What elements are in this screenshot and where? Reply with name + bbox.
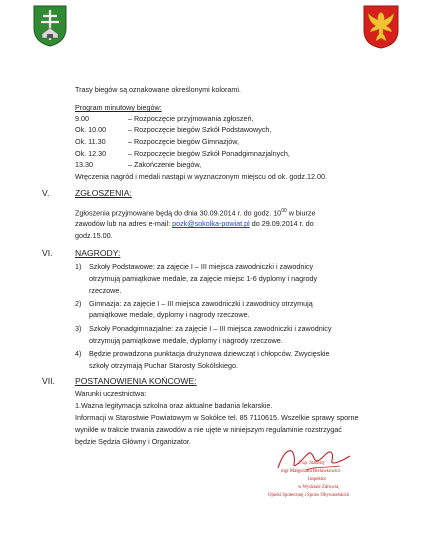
final-line-2: Informacji w Starostwie Powiatowym w Sokółce tel. 85 7110615. Wszelkie sprawy sporne (75, 413, 359, 422)
awards-line: Wręczenia nagród i medali nastąpi w wyznaczonym miejscu od ok. godz.12.00. (75, 172, 327, 181)
conditions-label: Warunki uczestnictwa: (75, 389, 147, 398)
final-line-3: wynikłe w trakcie trwania zawodów a nie ujęte w niniejszym regulaminie rozstrzygać (75, 425, 342, 434)
routes-line: Trasy biegów są oznakowane określonymi kolorami. (75, 85, 241, 94)
registration-line-3: godz.15.00. (75, 231, 113, 240)
section-number: V. (42, 188, 50, 198)
signature (270, 440, 360, 480)
section-title-zgloszenia: ZGŁOSZENIA: (75, 188, 132, 198)
registration-line-2: zawodów lub na adres e-mail: pozk@sokolka-powiat.pl do 29.09.2014 r. do (75, 219, 314, 228)
final-line-1: 1.Ważna legitymacja szkolna oraz aktualne badania lekarskie. (75, 401, 273, 410)
section-number: VII. (42, 376, 55, 386)
county-coat-of-arms-icon (32, 4, 68, 48)
eagle-coat-of-arms-icon (362, 4, 400, 50)
program-title: Program minutowy biegów: (75, 103, 162, 112)
section-title-postanowienia: POSTANOWIENIA KOŃCOWE: (75, 376, 197, 386)
registration-line-1: Zgłoszenia przyjmowane będą do dnia 30.09.2014 r. do godz. $10^{00}$ w biurze (75, 208, 316, 218)
final-line-4: będzie Sędzia Główny i Organizator. (75, 437, 191, 446)
section-number: VI. (42, 248, 53, 258)
section-title-nagrody: NAGRODY: (75, 248, 121, 258)
email-link[interactable]: pozk@sokolka-powiat.pl (172, 219, 250, 228)
